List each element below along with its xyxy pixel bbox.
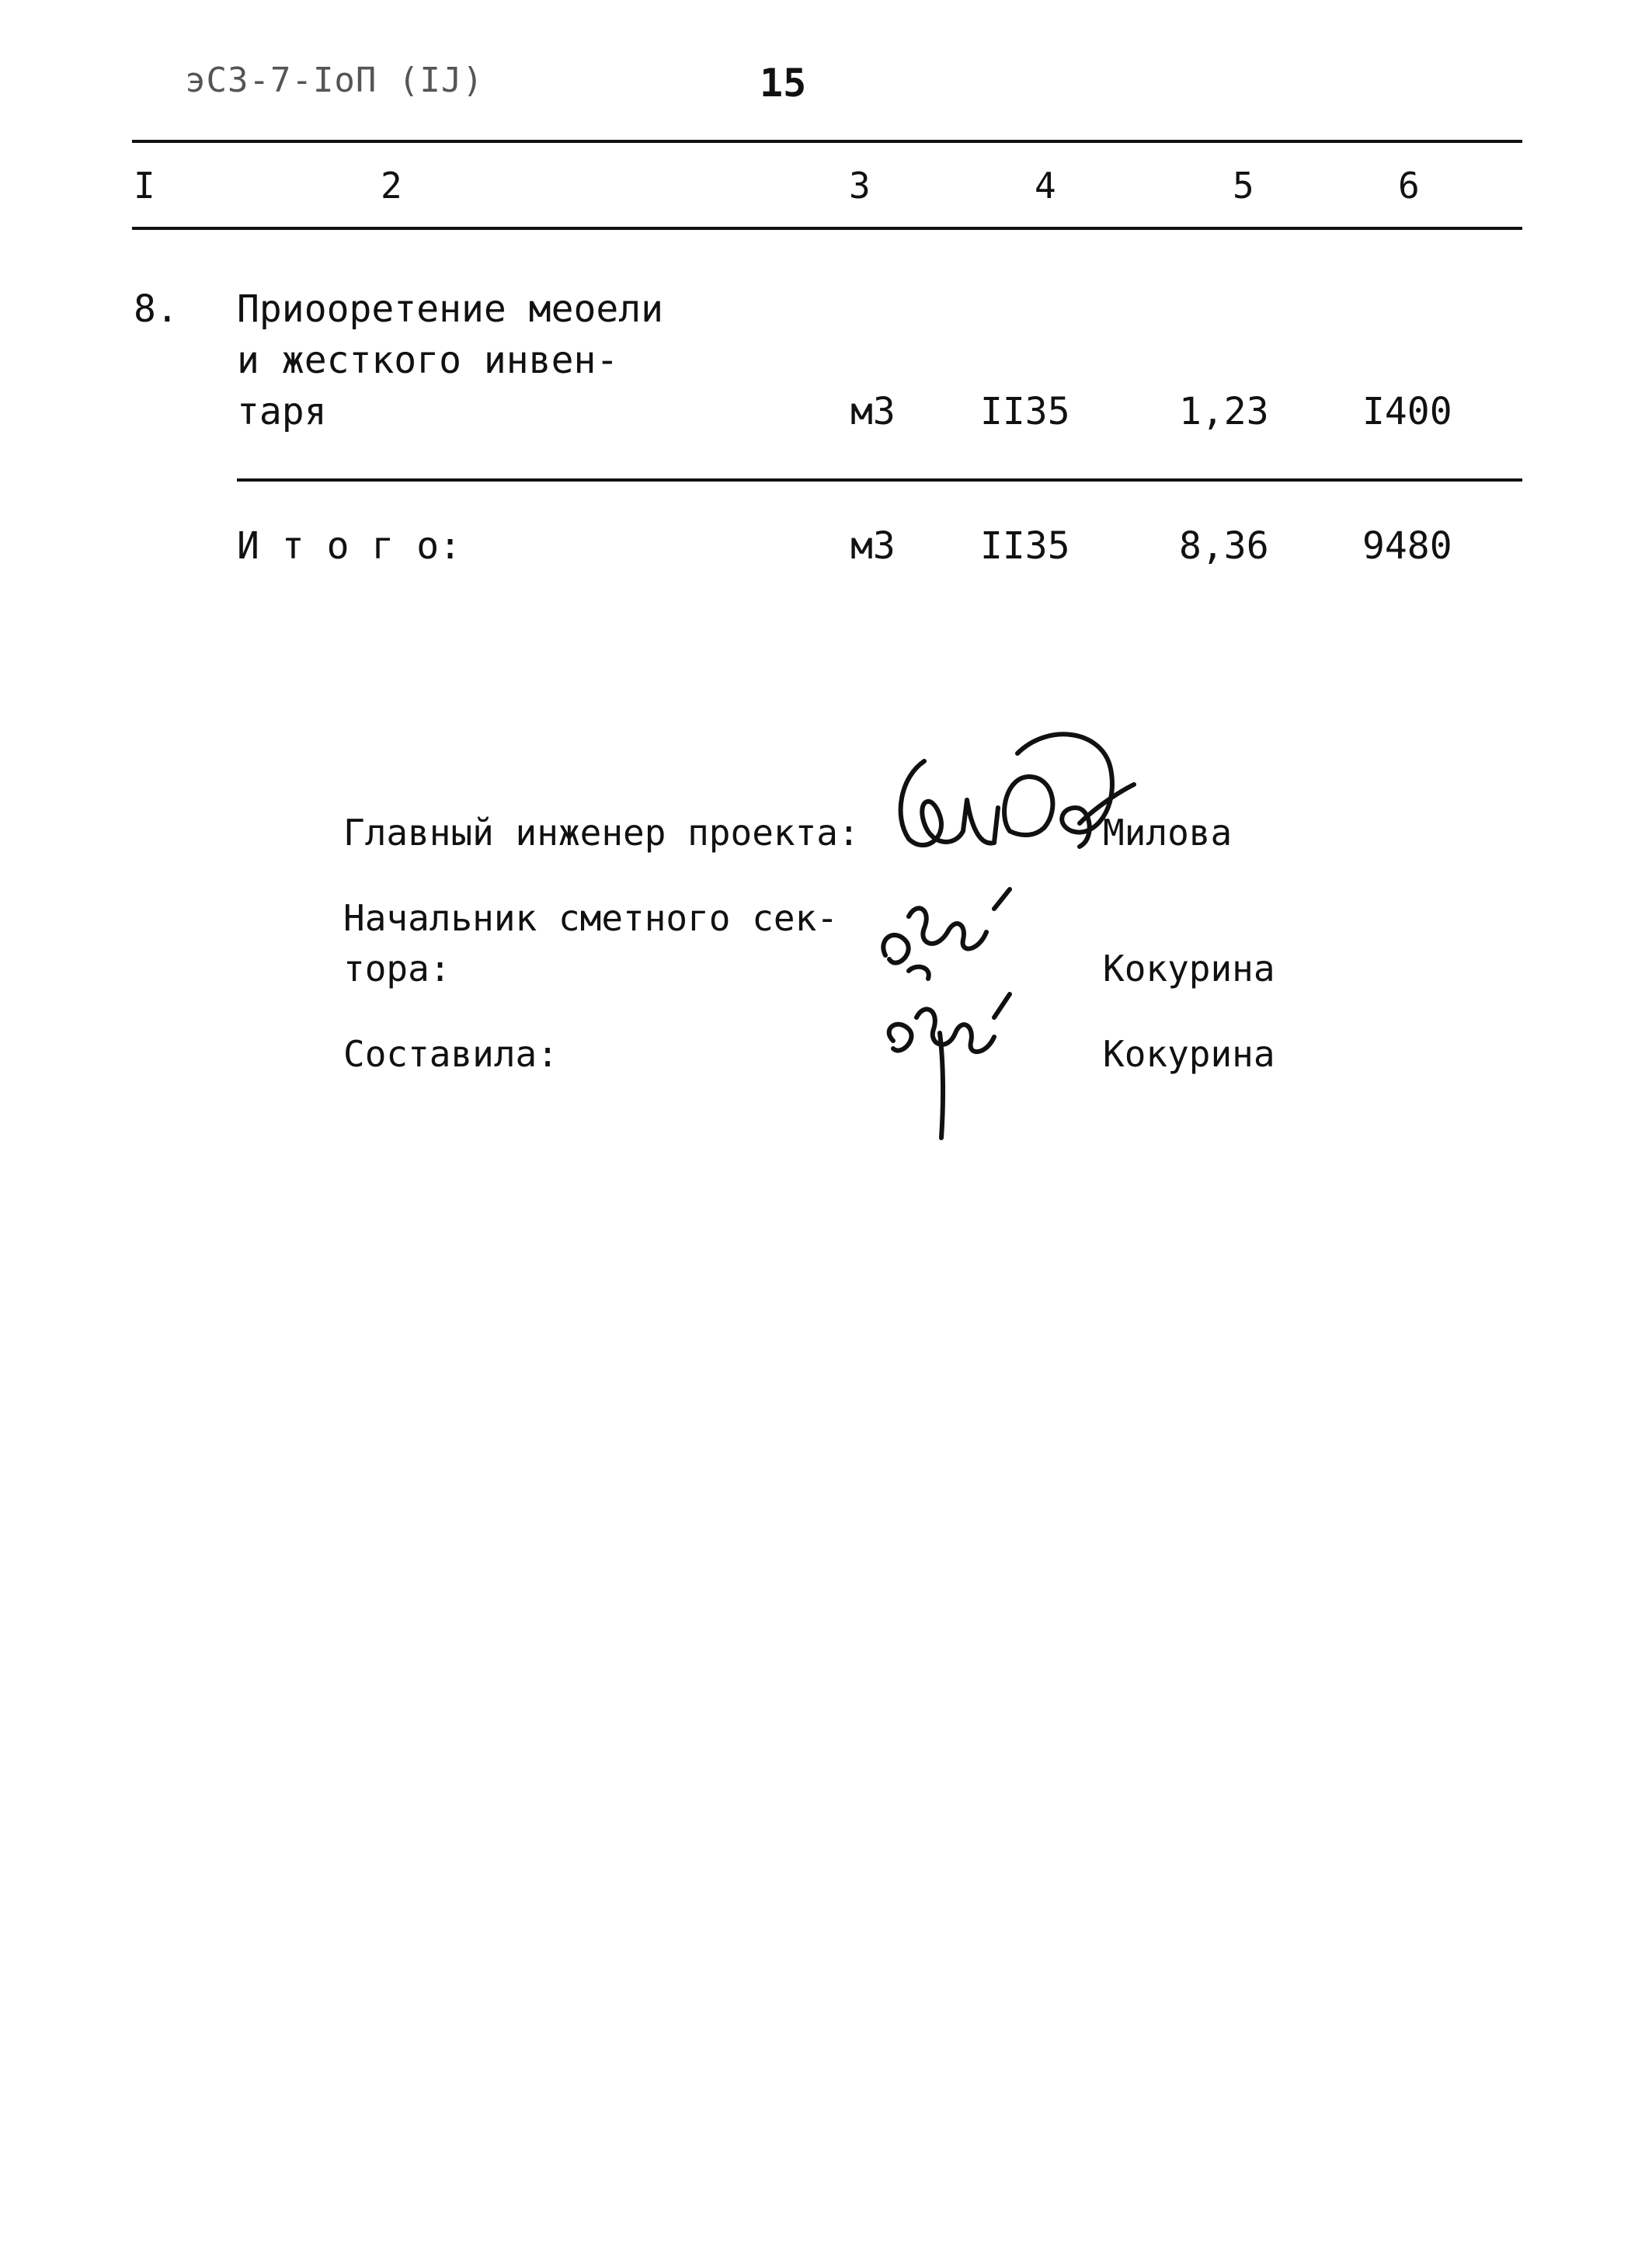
column-header-2: 2 bbox=[381, 165, 402, 207]
row-total: I400 bbox=[1362, 390, 1452, 433]
table-top-rule bbox=[132, 140, 1522, 143]
row-number: 8. bbox=[134, 287, 179, 331]
row-quantity: II35 bbox=[980, 390, 1070, 433]
total-label: И т о г о: bbox=[237, 524, 461, 568]
handwritten-signature-chief-engineer bbox=[893, 730, 1142, 870]
table-header-rule bbox=[132, 227, 1522, 230]
row-description-line-1: Приоoретение мeoeли bbox=[237, 287, 664, 331]
total-quantity: II35 bbox=[980, 524, 1070, 568]
row-description-line-2: и жесткого инвен- bbox=[237, 339, 619, 382]
total-price: 8,36 bbox=[1179, 524, 1269, 568]
column-header-3: 3 bbox=[849, 165, 871, 207]
signature-role-compiler: Составила: bbox=[343, 1033, 558, 1075]
row-unit: м3 bbox=[850, 390, 896, 433]
signature-role-sector-head-line-1: Начальник сметного сек- bbox=[343, 897, 838, 939]
handwritten-signature-sector-head bbox=[862, 885, 1041, 1002]
column-header-6: 6 bbox=[1398, 165, 1420, 207]
document-code: эС3-7-ІоП (ІЈ) bbox=[185, 61, 484, 100]
total-sum: 9480 bbox=[1362, 524, 1452, 568]
row-price: 1,23 bbox=[1179, 390, 1269, 433]
signature-role-chief-engineer: Главный инженер проекта: bbox=[343, 812, 860, 854]
column-header-5: 5 bbox=[1233, 165, 1254, 207]
signature-name-chief-engineer: Милова bbox=[1103, 812, 1233, 854]
signature-name-compiler: Кокурина bbox=[1103, 1033, 1275, 1075]
row-description-line-3: таря bbox=[237, 390, 327, 433]
signature-name-sector-head: Кокурина bbox=[1103, 948, 1275, 990]
column-header-4: 4 bbox=[1035, 165, 1056, 207]
column-header-1: I bbox=[134, 165, 155, 207]
page-number: 15 bbox=[760, 61, 807, 106]
total-unit: м3 bbox=[850, 524, 896, 568]
total-rule bbox=[237, 478, 1522, 482]
handwritten-signature-compiler bbox=[862, 986, 1041, 1142]
signature-role-sector-head-line-2: тора: bbox=[343, 948, 451, 990]
